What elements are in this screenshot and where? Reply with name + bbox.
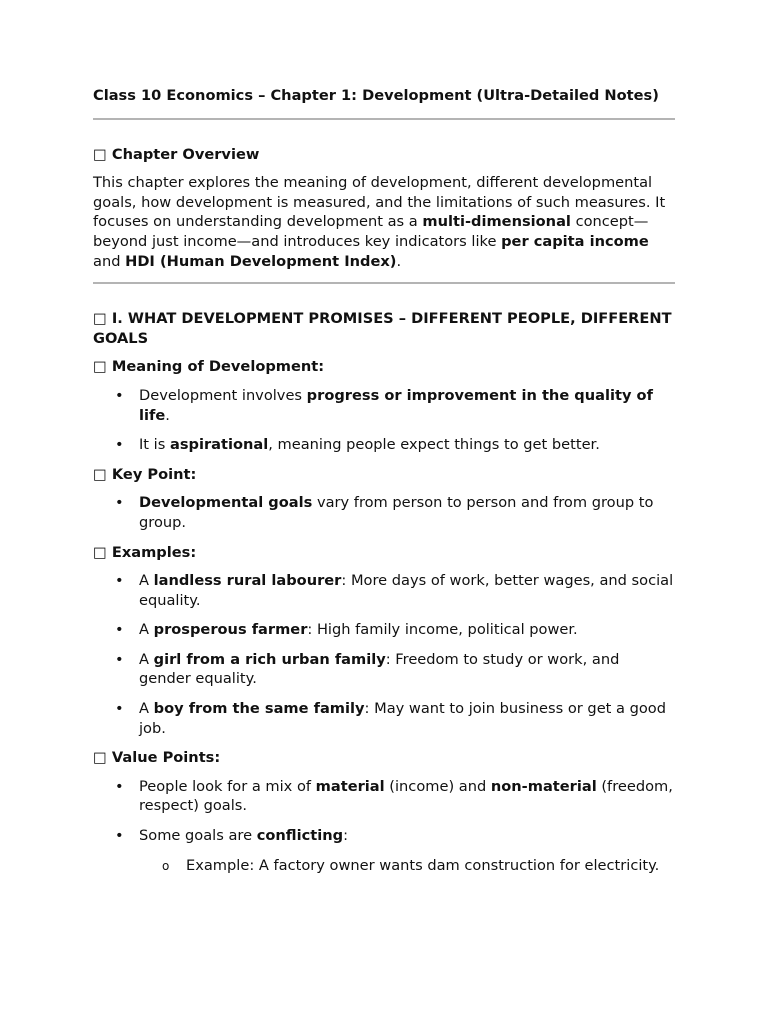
section-heading: □ I. WHAT DEVELOPMENT PROMISES – DIFFERENT PEOPLE, DIFFERENT GOALS	[93, 310, 672, 347]
list-item: • A boy from the same family: May want to join business or get a good job.	[115, 700, 666, 737]
examples-list	[93, 571, 675, 738]
bullet-icon: •	[115, 494, 124, 512]
examples-heading: □ Examples:	[93, 543, 197, 561]
bullet-icon: •	[115, 777, 124, 795]
chapter-overview-text: This chapter explores the meaning of development, different developmental goals, how development is measured, and the limitations of such measures. It focuses on understanding development as a multi-dimensional concept—beyond just income—and introduces key indicators like per capita income and HDI (Human Development Index).	[93, 174, 666, 270]
nested-list	[139, 856, 675, 876]
bullet-icon: •	[115, 386, 124, 404]
list-item: • A prosperous farmer: High family income, political power.	[115, 621, 578, 639]
list-item: • A landless rural labourer: More days of work, better wages, and social equality.	[115, 572, 674, 609]
list-item: • Development involves progress or improvement in the quality of life.	[115, 386, 653, 424]
bullet-icon: •	[115, 436, 124, 454]
circle-bullet-icon: o	[162, 858, 170, 873]
divider	[93, 118, 675, 120]
document-title: Class 10 Economics – Chapter 1: Development (Ultra-Detailed Notes)	[93, 87, 659, 104]
key-point-heading: □ Key Point:	[93, 465, 197, 483]
document-content	[93, 86, 675, 885]
key-point-list	[93, 493, 675, 532]
chapter-overview-heading: □ Chapter Overview	[93, 145, 260, 163]
bullet-icon: •	[115, 700, 124, 718]
value-points-list	[93, 777, 675, 875]
list-item: • Some goals are conflicting: o Example: A factory owner wants dam construction for electricity.	[93, 826, 675, 875]
bullet-icon: •	[115, 572, 124, 590]
divider	[93, 282, 675, 284]
meaning-heading: □ Meaning of Development:	[93, 358, 325, 376]
bullet-icon: •	[115, 650, 124, 668]
value-points-heading: □ Value Points:	[93, 749, 221, 767]
list-item: • People look for a mix of material (income) and non-material (freedom, respect) goals.	[115, 777, 673, 815]
list-item: o Example: A factory owner wants dam construction for electricity.	[139, 856, 675, 876]
bullet-icon: •	[115, 827, 124, 845]
list-item: • Developmental goals vary from person to person and from group to group.	[115, 494, 654, 531]
list-item: • A girl from a rich urban family: Freedom to study or work, and gender equality.	[115, 650, 620, 688]
bullet-icon: •	[115, 621, 124, 639]
list-item: • It is aspirational, meaning people expect things to get better.	[115, 436, 600, 454]
meaning-list	[93, 386, 675, 455]
